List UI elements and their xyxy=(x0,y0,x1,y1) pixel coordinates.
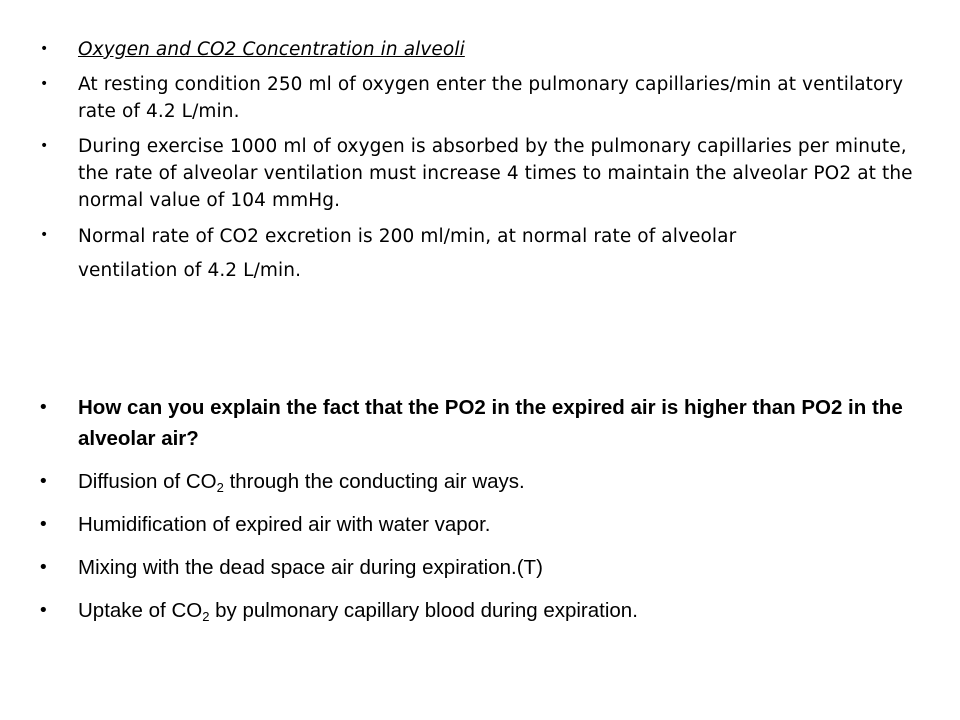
list-item-option xyxy=(38,466,928,497)
notes-list xyxy=(40,36,928,294)
bullet-icon: • xyxy=(40,76,49,92)
bullet-icon: • xyxy=(38,397,49,418)
list-item-option xyxy=(38,595,928,626)
list-item-question xyxy=(38,392,928,454)
exercise-oxygen-text: During exercise 1000 ml of oxygen is absorbed by the pulmonary capillaries per minute, the rate of alveolar ventilation must increase 4 times to maintain the alveolar PO2 at the normal value of 104 mmHg. xyxy=(78,136,913,211)
bullet-icon: • xyxy=(38,514,49,535)
list-item-option xyxy=(38,552,928,583)
bullet-icon: • xyxy=(40,138,49,154)
list-item xyxy=(40,222,928,286)
option-text: Diffusion of $CO_2$ through the conducting air ways. xyxy=(78,470,525,495)
question-list xyxy=(38,392,928,638)
question-text: How can you explain the fact that the PO2 in the expired air is higher than PO2 in the alveolar air? xyxy=(78,396,903,450)
option-text: Humidification of expired air with water vapor. xyxy=(78,513,491,536)
resting-oxygen-text: At resting condition 250 ml of oxygen enter the pulmonary capillaries/min at ventilatory rate of 4.2 L/min. xyxy=(78,74,904,122)
section-heading: Oxygen and CO2 Concentration in alveoli xyxy=(78,39,465,60)
list-item-option xyxy=(38,509,928,540)
bullet-icon: • xyxy=(38,557,49,578)
option-text: Mixing with the dead space air during expiration.(T) xyxy=(78,556,543,579)
option-text: Uptake of $CO_2$ by pulmonary capillary blood during expiration. xyxy=(78,599,638,624)
co2-excretion-text-line1: Normal rate of CO2 excretion is 200 ml/min, at normal rate of alveolar xyxy=(78,226,737,247)
co2-excretion-text-line2: ventilation of 4.2 L/min. xyxy=(78,260,302,281)
list-item xyxy=(40,133,928,214)
list-item xyxy=(40,71,928,125)
bullet-icon: • xyxy=(38,600,49,621)
bullet-icon: • xyxy=(40,227,49,243)
list-item-heading xyxy=(40,36,928,63)
bullet-icon: • xyxy=(38,471,49,492)
bullet-icon: • xyxy=(40,41,49,57)
